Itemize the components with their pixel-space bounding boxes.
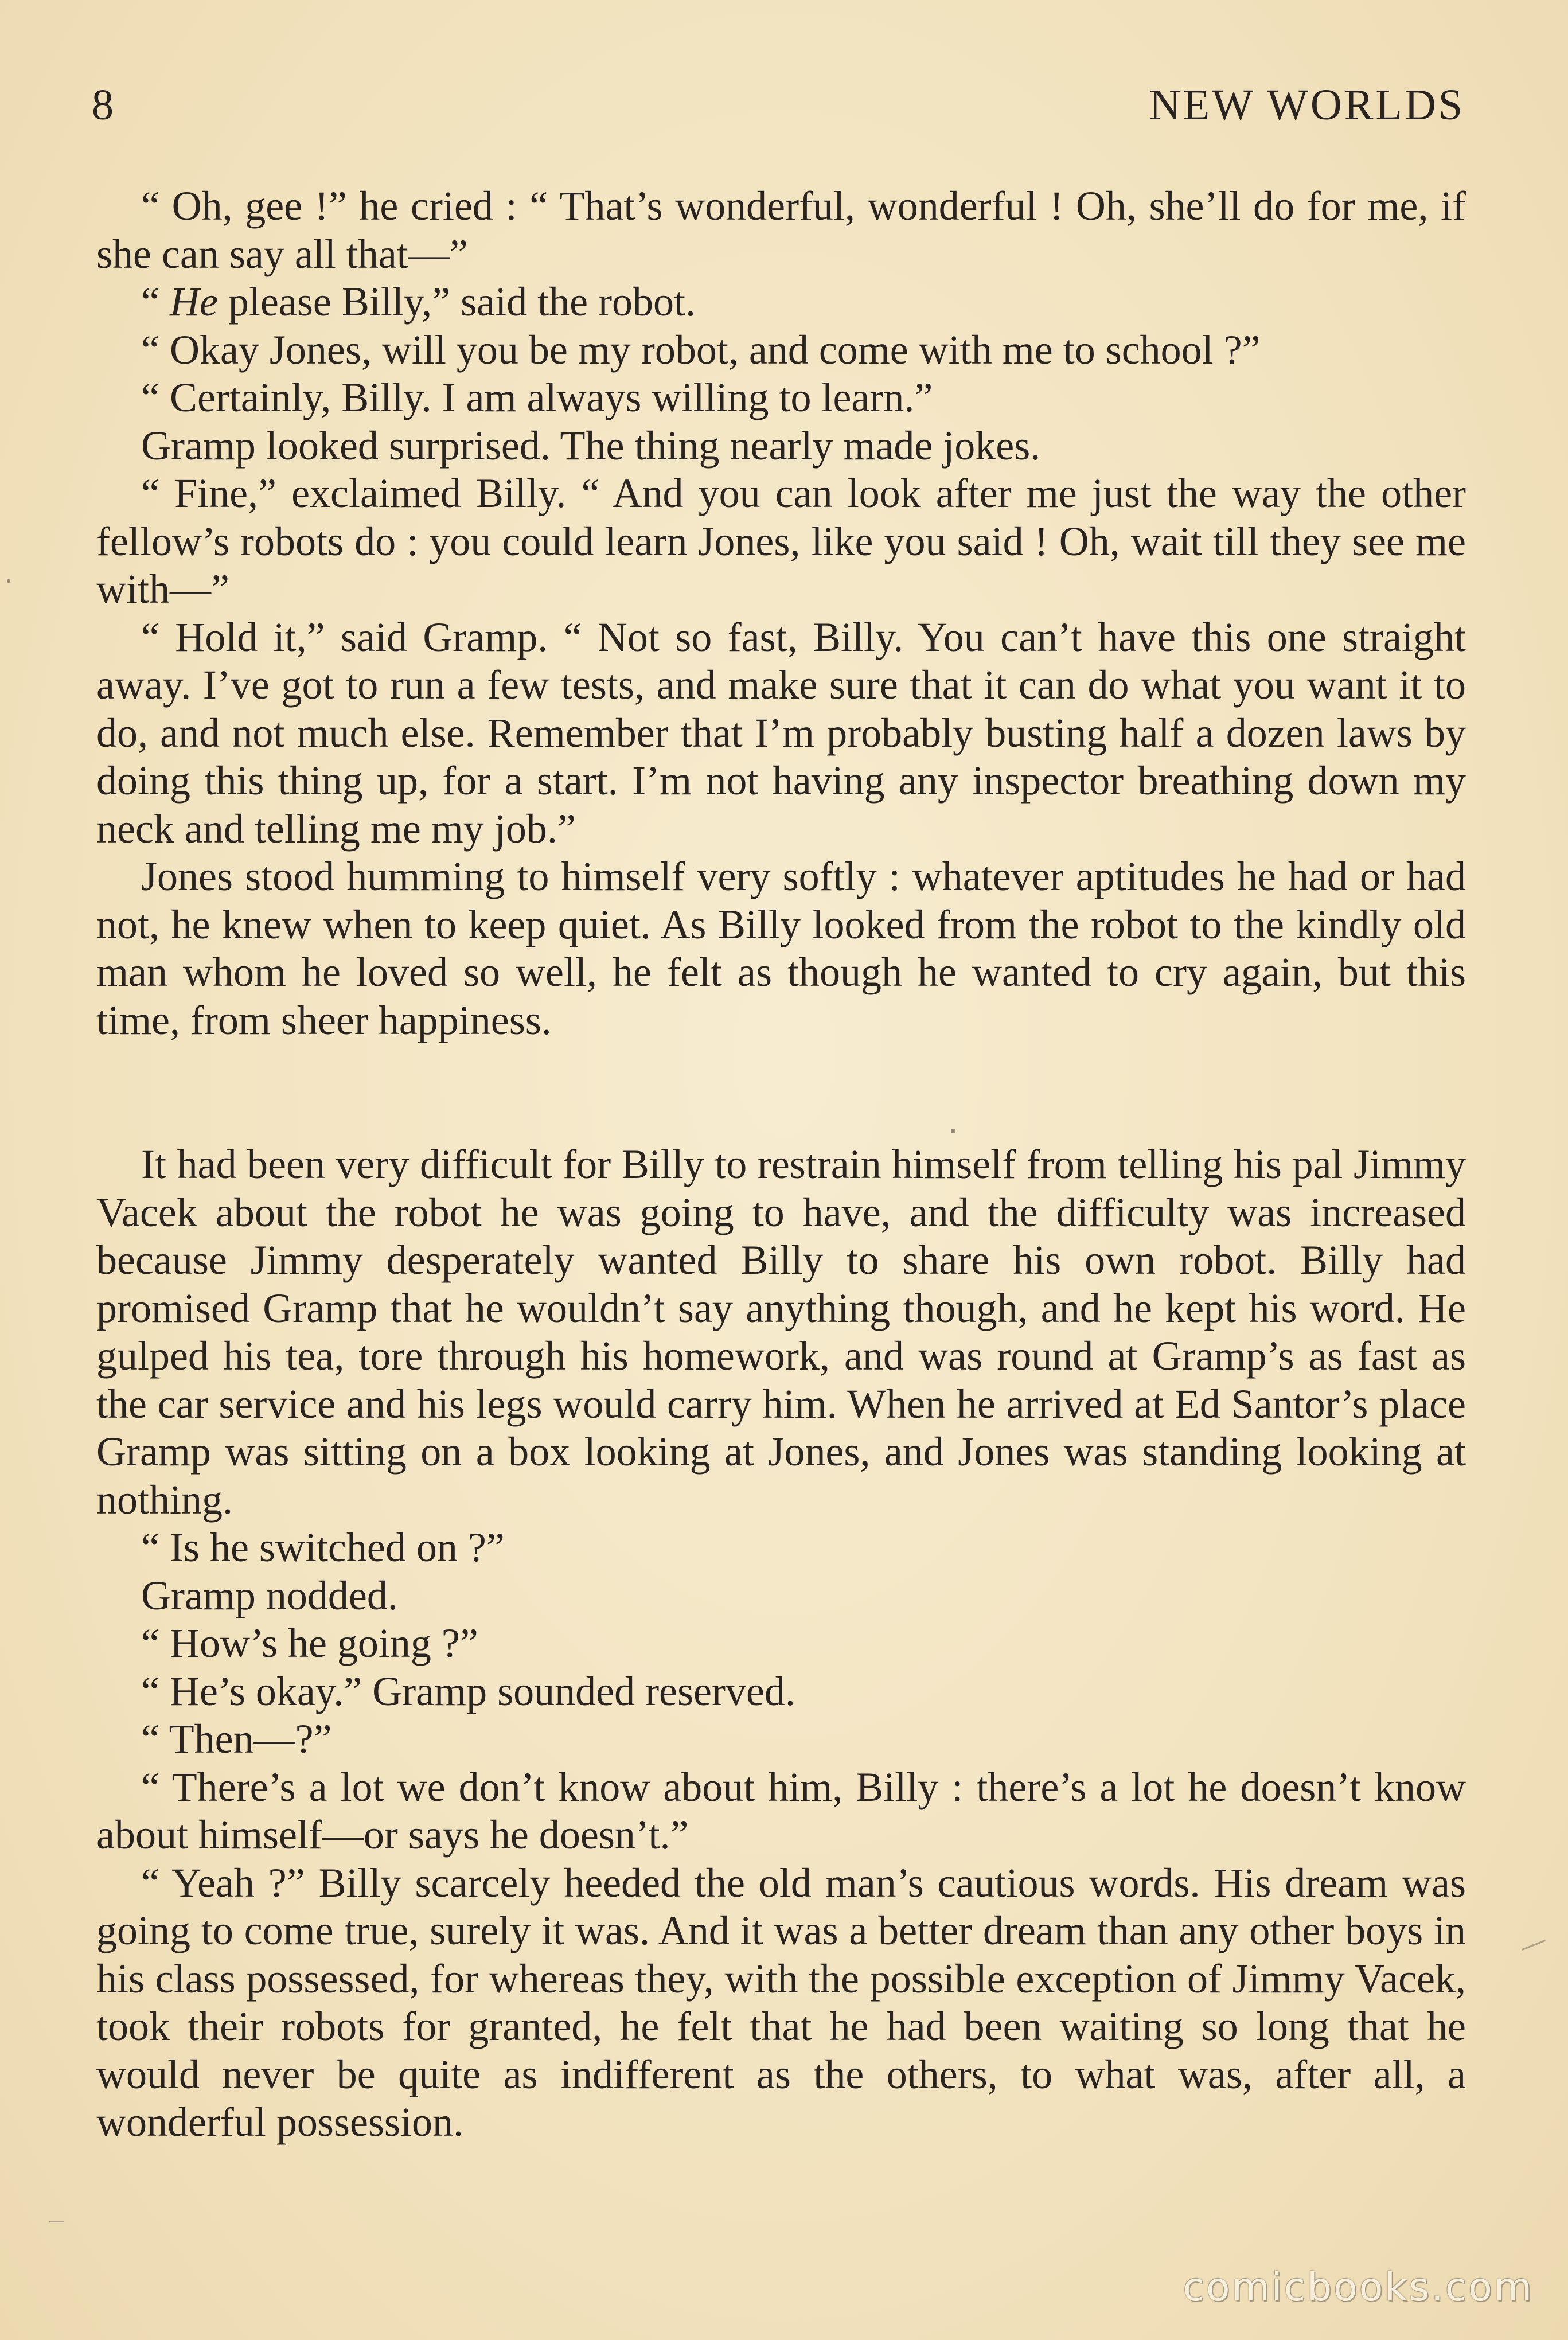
margin-mark: [49, 2221, 64, 2222]
paragraph: “ Then—?”: [141, 1716, 332, 1762]
running-head: NEW WORLDS: [1149, 81, 1465, 129]
emphasis: He: [169, 279, 218, 325]
page-number: 8: [92, 81, 115, 129]
paragraph: “ How’s he going ?”: [141, 1620, 478, 1666]
paragraph: “ He’s okay.” Gramp sounded reserved.: [141, 1668, 795, 1714]
page-header: [92, 80, 1465, 143]
paragraph: “ There’s a lot we don’t know about him, Billy : there’s a lot he doesn’t know about himself—or says he doesn’t.”: [96, 1764, 1466, 1858]
watermark-text: comicbooks.com: [1183, 2265, 1534, 2310]
paragraph: “ Hold it,” said Gramp. “ Not so fast, Billy. You can’t have this one straight away. I’ve got to run a few tests, and make sure that it can do what you want it to do, and not much else. Remember that I’m probably busting half a dozen laws by doing this thing up, for a start. I’m not having any inspector breathing down my neck and telling me my job.”: [96, 614, 1466, 852]
body-text: [96, 182, 1466, 2147]
paragraph: “ Certainly, Billy. I am always willing to learn.”: [141, 375, 933, 420]
paragraph: Gramp looked surprised. The thing nearly made jokes.: [141, 422, 1041, 469]
paragraph: “ Is he switched on ?”: [141, 1524, 505, 1570]
paragraph: “ Fine,” exclaimed Billy. “ And you can look after me just the way the other fellow’s robots do : you could learn Jones, like you said ! Oh, wait till they see me with—”: [96, 470, 1466, 612]
paper-speck: [951, 1129, 955, 1133]
paragraph: “ Oh, gee !” he cried : “ That’s wonderful, wonderful ! Oh, she’ll do for me, if she can say all that—”: [96, 183, 1466, 277]
paragraph: Jones stood humming to himself very softly : whatever aptitudes he had or had not, he knew when to keep quiet. As Billy looked from the robot to the kindly old man whom he loved so well, he felt as though he wanted to cry again, but this time, from sheer happiness.: [96, 853, 1466, 1043]
margin-mark: [1522, 1940, 1546, 1951]
paragraph: “ He please Billy,” said the robot.: [141, 279, 696, 325]
paragraph: “ Okay Jones, will you be my robot, and come with me to school ?”: [141, 326, 1261, 373]
paragraph: Gramp nodded.: [141, 1572, 398, 1618]
paragraph: “ Yeah ?” Billy scarcely heeded the old man’s cautious words. His dream was going to come true, surely it was. And it was a better dream than any other boys in his class possessed, for whereas they, with the possible exception of Jimmy Vacek, took their robots for granted, he felt that he had been waiting so long that he would never be quite as indifferent as the others, to what was, after all, a wonderful possession.: [96, 1859, 1466, 2145]
paragraph-section-start: It had been very difficult for Billy to restrain himself from telling his pal Jimmy Vacek about the robot he was going to have, and the difficulty was increased because Jimmy desperately wanted Billy to share his own robot. Billy had promised Gramp that he wouldn’t say anything though, and he kept his word. He gulped his tea, tore through his homework, and was round at Gramp’s as fast as the car service and his legs would carry him. When he arrived at Ed Santor’s place Gramp was sitting on a box looking at Jones, and Jones was standing looking at nothing.: [96, 1141, 1466, 1523]
paper-speck: [7, 579, 10, 583]
